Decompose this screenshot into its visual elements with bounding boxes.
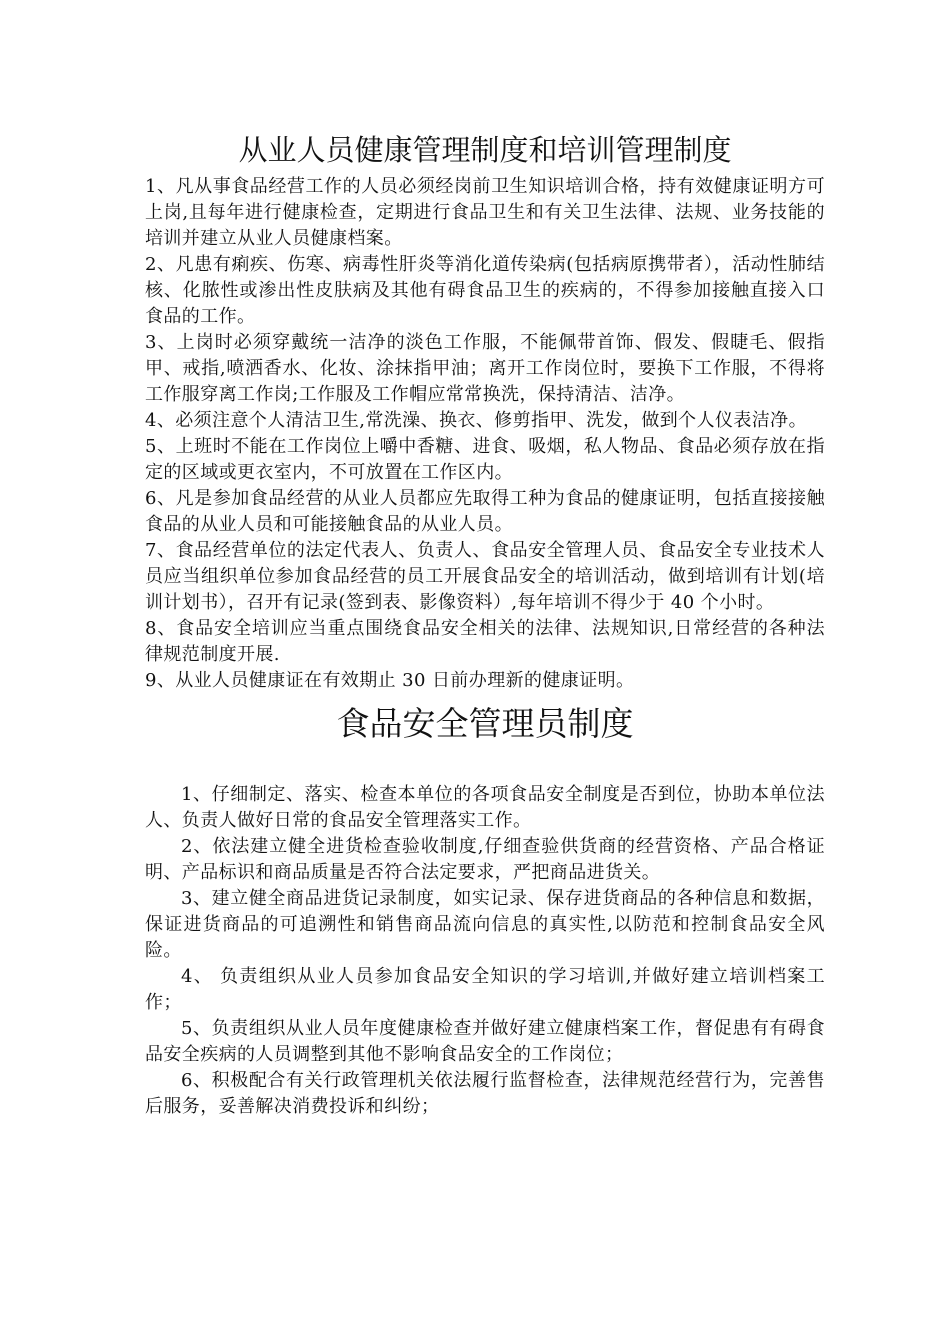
duty-item-4: 4、 负责组织从业人员参加食品安全知识的学习培训,并做好建立培训档案工作；: [145, 966, 825, 1013]
rule-item-6: 6、凡是参加食品经营的从业人员都应先取得工种为食品的健康证明，包括直接接触食品的从业人员和可能接触食品的从业人员。: [145, 488, 825, 535]
rule-item-4: 4、必须注意个人清洁卫生,常洗澡、换衣、修剪指甲、洗发，做到个人仪表洁净。: [145, 410, 807, 431]
safety-manager-rules: [145, 782, 825, 1120]
rule-item-1: 1、凡从事食品经营工作的人员必须经岗前卫生知识培训合格，持有效健康证明方可上岗,且每年进行健康检查，定期进行食品卫生和有关卫生法律、法规、业务技能的培训并建立从业人员健康档案。: [145, 176, 825, 249]
rule-item-7: 7、食品经营单位的法定代表人、负责人、食品安全管理人员、食品安全专业技术人员应当组织单位参加食品经营的员工开展食品安全的培训活动，做到培训有计划(培训计划书），召开有记录(签到表、影像资料）,每年培训不得少于 40 个小时。: [145, 540, 825, 613]
duty-item-5: 5、负责组织从业人员年度健康检查并做好建立健康档案工作，督促患有有碍食品安全疾病的人员调整到其他不影响食品安全的工作岗位；: [145, 1018, 825, 1065]
document-title-health-training: 从业人员健康管理制度和培训管理制度: [238, 133, 732, 167]
duty-item-2: 2、依法建立健全进货检查验收制度,仔细查验供货商的经营资格、产品合格证明、产品标识和商品质量是否符合法定要求，严把商品进货关。: [145, 836, 825, 883]
rule-item-9: 9、从业人员健康证在有效期止 30 日前办理新的健康证明。: [145, 670, 635, 691]
rule-item-3: 3、上岗时必须穿戴统一洁净的淡色工作服，不能佩带首饰、假发、假睫毛、假指甲、戒指,喷洒香水、化妆、涂抹指甲油；离开工作岗位时，要换下工作服，不得将工作服穿离工作岗;工作服及工作帽应常常换洗，保持清洁、洁净。: [145, 332, 825, 405]
duty-item-6: 6、积极配合有关行政管理机关依法履行监督检查，法律规范经营行为，完善售后服务，妥善解决消费投诉和纠纷；: [145, 1070, 825, 1117]
duty-item-1: 1、仔细制定、落实、检查本单位的各项食品安全制度是否到位，协助本单位法人、负责人做好日常的食品安全管理落实工作。: [145, 784, 825, 831]
document-title-safety-manager: 食品安全管理员制度: [336, 704, 634, 743]
document-page: [145, 128, 825, 1120]
health-training-rules: [145, 174, 825, 694]
rule-item-8: 8、食品安全培训应当重点围绕食品安全相关的法律、法规知识,日常经营的各种法律规范制度开展.: [145, 618, 825, 665]
rule-item-2: 2、凡患有痢疾、伤寒、病毒性肝炎等消化道传染病(包括病原携带者），活动性肺结核、化脓性或渗出性皮肤病及其他有碍食品卫生的疾病的，不得参加接触直接入口食品的工作。: [145, 254, 825, 327]
duty-item-3: 3、建立健全商品进货记录制度，如实记录、保存进货商品的各种信息和数据，保证进货商品的可追溯性和销售商品流向信息的真实性,以防范和控制食品安全风险。: [145, 888, 825, 961]
rule-item-5: 5、上班时不能在工作岗位上嚼中香糖、进食、吸烟，私人物品、食品必须存放在指定的区域或更衣室内，不可放置在工作区内。: [145, 436, 825, 483]
